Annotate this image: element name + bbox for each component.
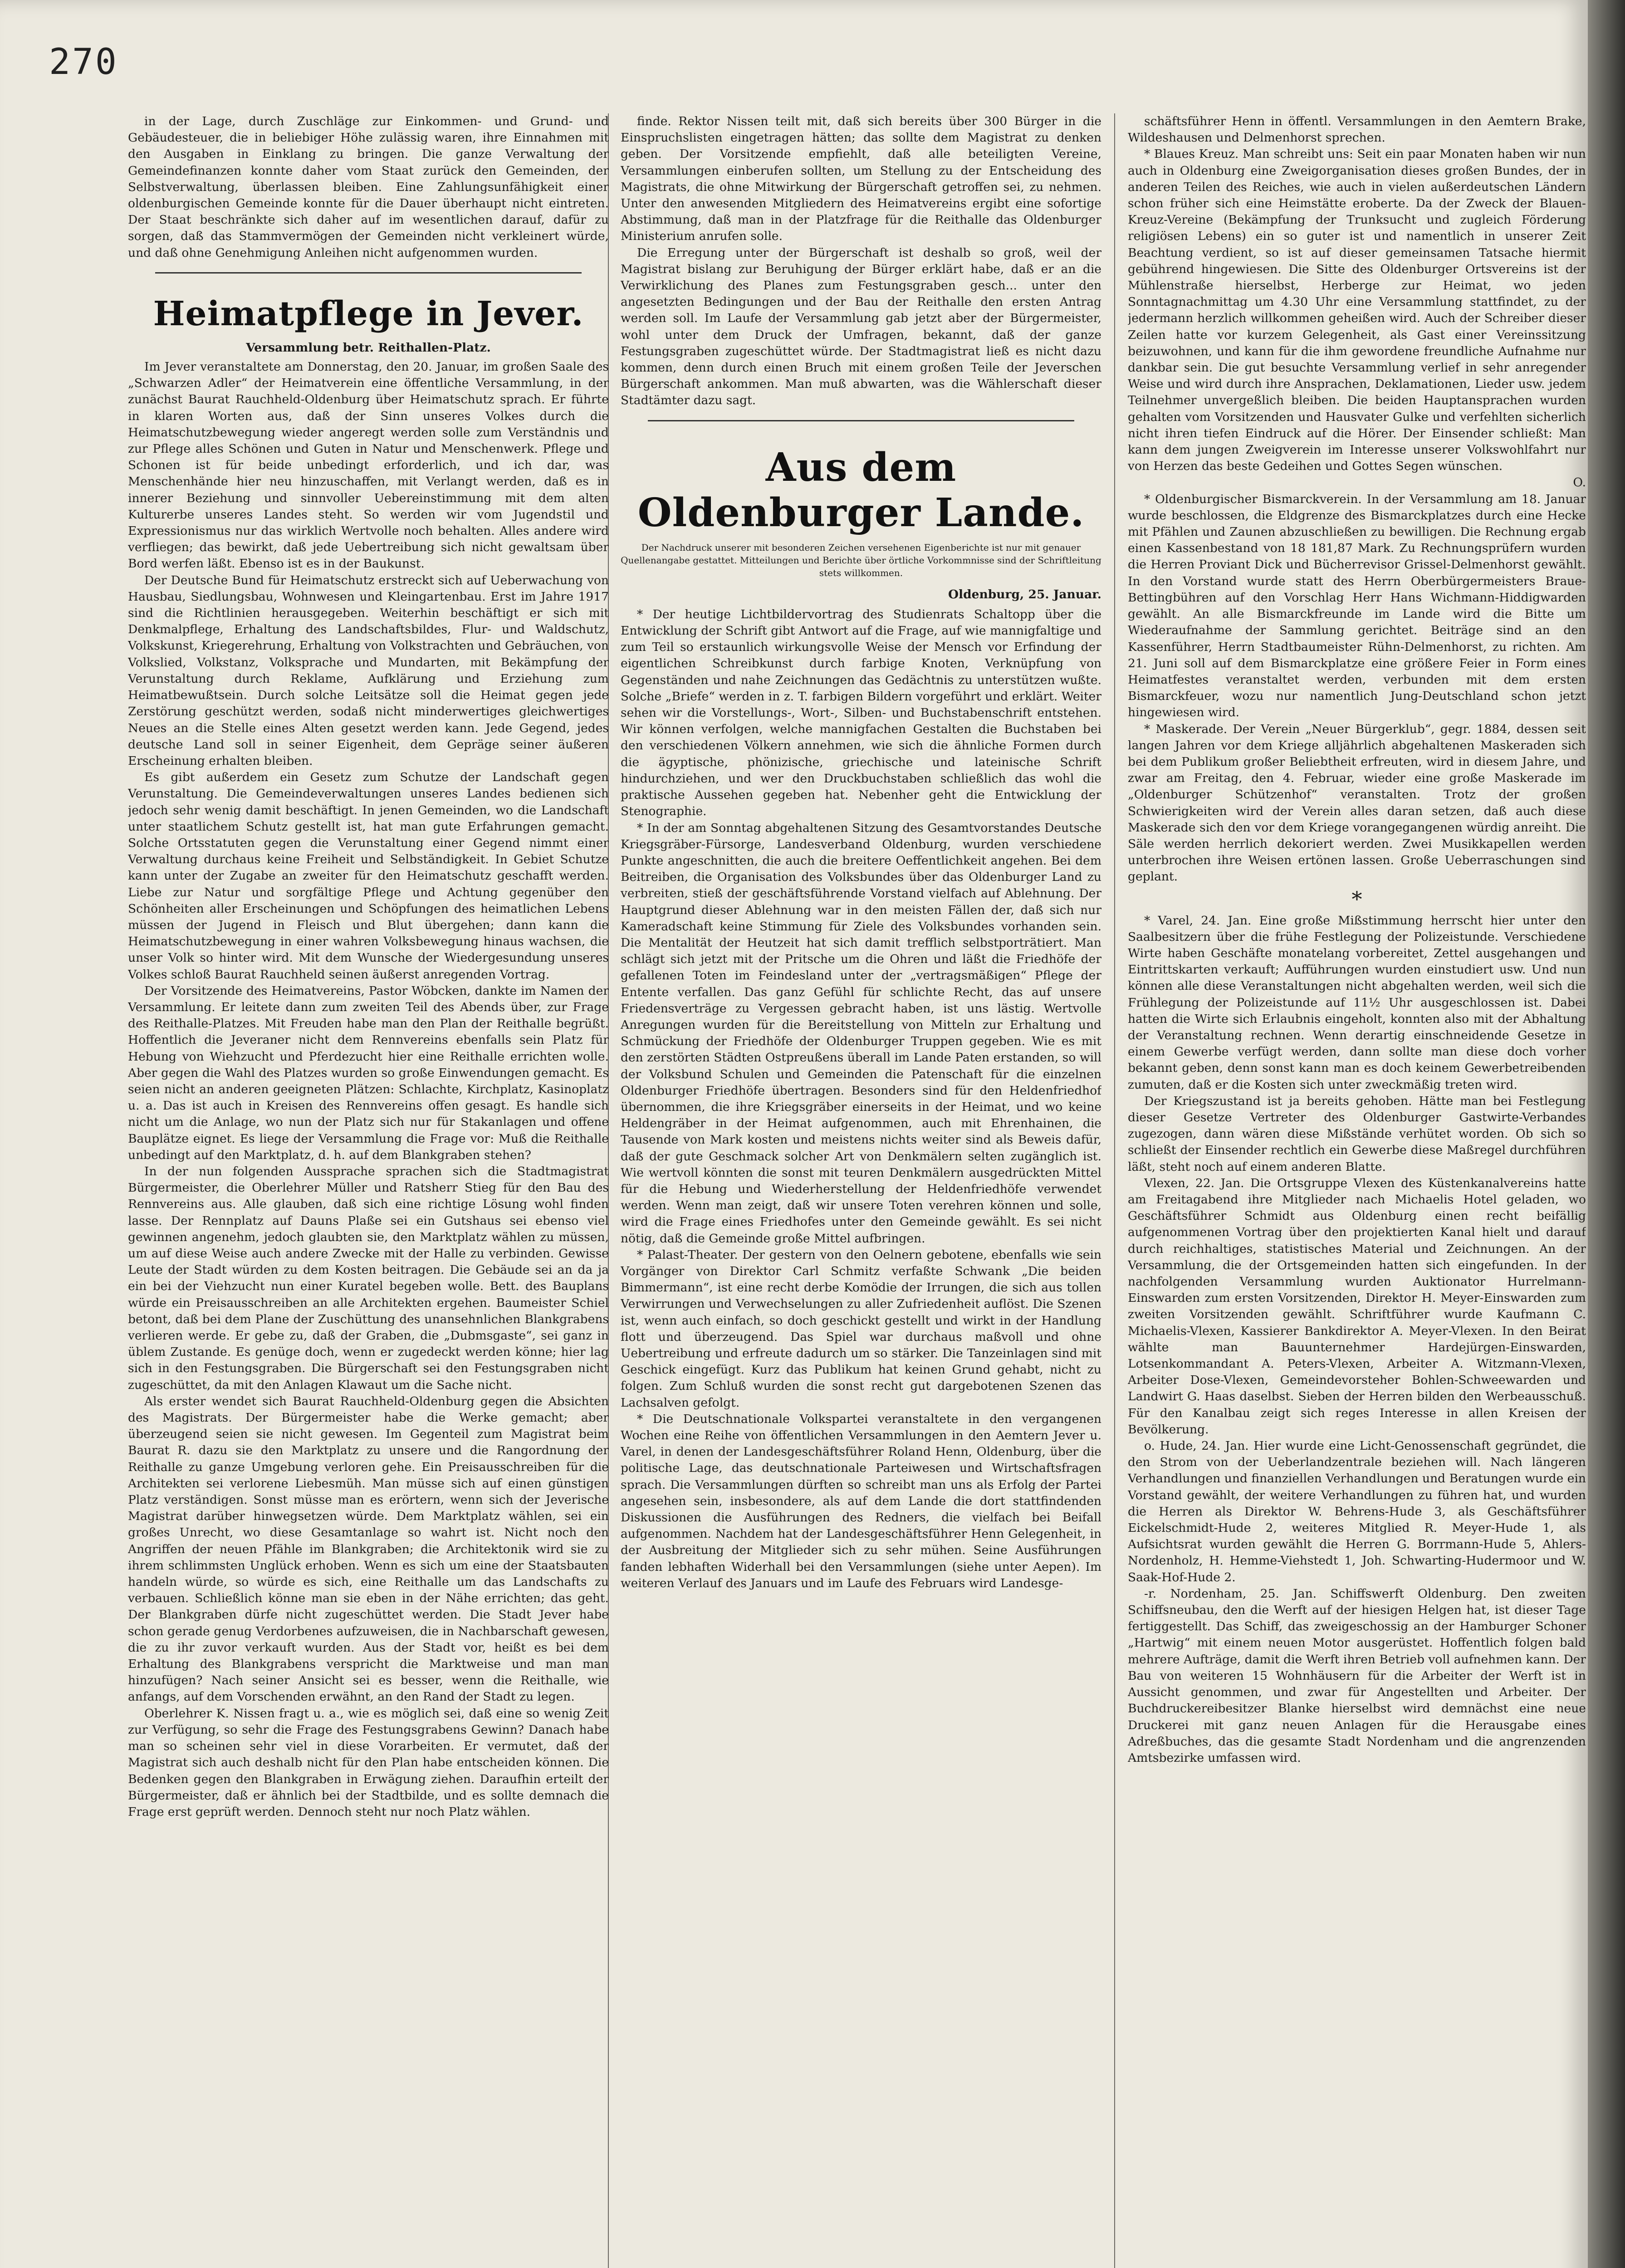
column-3: [1128, 113, 1586, 2268]
divider: [155, 272, 582, 274]
paragraph: * Die Deutschnationale Volkspartei veranstaltete in den vergangenen Wochen eine Reihe von öffentlichen Versammlungen in den Aemtern Jever u. Varel, in denen der Landesgeschäftsführer Roland Henn, Oldenburg, über die politische Lage, das deutschnationale Parteiwesen und Wirtschaftsfragen sprach. Die Versammlungen dürften so schreibt man uns als Erfolg der Partei angesehen sein, insbesondere, als auf dem Lande die dort stattfindenden Diskussionen die Ausführungen des Redners, die vielfach bei Beifall aufgenommen. Nachdem hat der Landesgeschäftsführer Henn Gelegenheit, in der Ausbreitung der Mitglieder sich zu sehr mühen. Seine Ausführungen fanden lebhaften Widerhall bei den Versammlungen (siehe unter Aepen). Im weiteren Verlauf des Januars und im Laufe des Februars wird Landesge-: [621, 1412, 1101, 1590]
paragraph: * Maskerade. Der Verein „Neuer Bürgerklub“, gegr. 1884, dessen seit langen Jahren vor dem Kriege alljährlich abgehaltenen Maskeraden sich bei dem Publikum großer Beliebtheit erfreuten, wird in diesem Jahre, und zwar am Freitag, den 4. Februar, wieder eine große Maskerade im „Oldenburger Schützenhof“ veranstalten. Trotz der großen Schwierigkeiten wird der Verein alles daran setzen, daß auch diese Maskerade sich den vor dem Kriege vorangegangenen würdig anreiht. Die Säle werden herrlich dekoriert werden. Zwei Musikkapellen werden unterbrochen ihre Weisen ertönen lassen. Große Ueberraschungen sind geplant.: [1128, 722, 1586, 884]
column-1: [128, 113, 609, 2268]
paragraph: Der Vorsitzende des Heimatvereins, Pastor Wöbcken, dankte im Namen der Versammlung. Er leitete dann zum zweiten Teil des Abends über, zur Frage des Reithalle-Platzes. Mit Freuden habe man den Plan der Reithalle begrüßt. Hoffentlich die Jeveraner nicht dem Rennvereins ebenfalls sein Platz für Hebung von Wiehzucht und Pferdezucht hier eine Reithalle errichten wolle. Aber gegen die Wahl des Platzes wurden so große Einwendungen gemacht. Es seien nicht an anderen geeigneten Plätzen: Schlachte, Kirchplatz, Kasinoplatz u. a. Das ist auch in Kreisen des Rennvereins offen gesagt. Es handle sich nicht um die Anlage, wo nun der Platz sich nur für Stakanlagen und offene Bauplätze eignet. Es liege der Versammlung die Frage vor: Muß die Reithalle unbedingt auf den Marktplatz, d. h. auf dem Blankgraben stehen?: [128, 983, 609, 1162]
paragraph: Vlexen, 22. Jan. Die Ortsgruppe Vlexen des Küstenkanalvereins hatte am Freitagabend ihre Mitglieder nach Michaelis Hotel geladen, wo Geschäftsführer Schmidt aus Oldenburg einen recht beifällig aufgenommenen Vortrag über den projektierten Kanal hielt und darauf durch reichhaltiges, statistisches Material und Zeichnungen. An der Versammlung, die der Ortsgemeinden hatten sich eingefunden. In der nachfolgenden Versammlung wurden Auktionator Hurrelmann-Einswarden zum ersten Vorsitzenden, Direktor H. Meyer-Einswarden zum zweiten Vorsitzenden gewählt. Schriftführer wurde Kaufmann C. Michaelis-Vlexen, Kassierer Bankdirektor A. Meyer-Vlexen. In den Beirat wählte man Bauunternehmer Hardejürgen-Einswarden, Lotsenkommandant A. Peters-Vlexen, Arbeiter A. Witzmann-Vlexen, Arbeiter Dose-Vlexen, Gemeindevorsteher Bohlen-Schweewarden und Landwirt G. Haas daselbst. Sieben der Herren bilden den Werbeausschuß. Für den Kanalbau zeigt sich reges Interesse in allen Kreisen der Bevölkerung.: [1128, 1176, 1586, 1437]
page-number: 270: [49, 42, 118, 83]
reprint-notice: Der Nachdruck unserer mit besonderen Zeichen versehenen Eigenberichte ist nur mit genauer Quellenangabe gestattet. Mitteilungen und Berichte über örtliche Vorkommnisse sind der Schriftleitung stets willkommen.: [621, 542, 1101, 578]
paragraph: Es gibt außerdem ein Gesetz zum Schutze der Landschaft gegen Verunstaltung. Die Gemeindeverwaltungen unseres Landes bedienen sich jedoch sehr wenig damit beschäftigt. In jenen Gemeinden, wo die Landschaft unter staatlichem Schutz gestellt ist, hat man gute Erfahrungen gemacht. Solche Ortsstatuten gegen die Verunstaltung einer Gegend nimmt einer Verwaltung durchaus keine Freiheit und Selbständigkeit. In Gebiet Schutze kann unter der Zugabe an zweiter für den Heimatschutz geschafft werden. Liebe zur Natur und sorgfältige Pflege und Achtung gegenüber den Schönheiten aller Erscheinungen und Schöpfungen des heimatlichen Lebens müssen der Jugend in Fleisch und Blut übergehen; dann kann die Heimatschutzbewegung in einer wahren Volksbewegung hinaus wachsen, die unser Volk so hinter wird. Mit dem Wunsche der Wiedergesundung unseres Volkes schloß Baurat Rauchheld seinen äußerst anregenden Vortrag.: [128, 770, 609, 982]
divider: [648, 420, 1074, 421]
paragraph: In der nun folgenden Aussprache sprachen sich die Stadtmagistrat Bürgermeister, die Oberlehrer Müller und Ratsherr Stieg für den Bau des Rennvereins aus. Alle glauben, daß sich eine richtige Lösung wohl finden lasse. Der Rennplatz auf Dauns Plaße sei ein Gutshaus sei ebenso viel gewinnen angenehm, jedoch glaubten sie, den Marktplatz wählen zu müssen, um auf diese Weise auch andere Zwecke mit der Halle zu verbinden. Gewisse Leute der Stadt würden zu dem Kosten beitragen. Die Gebäude sei an da ja ein bei der Viehzucht nun einer Kuratel begeben wolle. Bett. des Bauplans würde ein Preisausschreiben an alle Architekten ergehen. Baumeister Schiel betont, daß bei dem Plane der Zuschüttung des unansehnlichen Blankgrabens verlieren werde. Er gebe zu, daß der Graben, die „Dubmsgaste“, sei ganz in üblem Zustande. Es genüge doch, wenn er zugedeckt werden könne; hier lag sich in den Festungsgraben. Die Bürgerschaft sei den Festungsgraben nicht zugeschüttet, da mit den Anlagen Klawaut um die Sache nicht.: [128, 1164, 609, 1392]
paragraph: Die Erregung unter der Bürgerschaft ist deshalb so groß, weil der Magistrat bislang zur Beruhigung der Bürger erklärt habe, daß er an die Verwirklichung des Planes zum Festungsgraben gesch... unter den angesetzten Bedingungen und der Bau der Reithalle den ersten Antrag werden soll. Im Laufe der Versammlung gab jetzt aber der Bürgermeister, wohl unter dem Druck der Umfragen, bekannt, daß der ganze Festungsgraben zugeschüttet würde. Der Stadtmagistrat ließ es nicht dazu kommen, denn durch einen Bruch mit einem großen Teile der Jeverschen Bürgerschaft ankommen. Man muß abwarten, was die Wählerschaft dieser Stadtämter dazu sagt.: [621, 245, 1101, 408]
section-heading: Aus dem Oldenburger Lande.: [637, 444, 1085, 536]
paragraph: o. Hude, 24. Jan. Hier wurde eine Licht-Genossenschaft gegründet, die den Strom von der Ueberlandzentrale beziehen will. Nach längeren Verhandlungen und finanziellen Verhandlungen und Beratungen wurde ein Vorstand gewählt, der weitere Verhandlungen zu führen hat, und wurden die Herren als Direktor W. Behrens-Hude 3, als Geschäftsführer Eickelschmidt-Hude 2, weiteres Mitglied R. Meyer-Hude 1, als Aufsichtsrat wurden gewählt die Herren G. Borrmann-Hude 5, Ahlers-Nordenholz, H. Hemme-Viehstedt 1, Joh. Schwarting-Hudermoor und W. Saak-Hof-Hude 2.: [1128, 1439, 1586, 1584]
paragraph: * Varel, 24. Jan. Eine große Mißstimmung herrscht hier unter den Saalbesitzern über die frühe Festlegung der Polizeistunde. Verschiedene Wirte haben Geschäfte monatelang vorbereitet, Zettel ausgehangen und Eintrittskarten verkauft; Aufführungen wurden einstudiert usw. Und nun können alle diese Veranstaltungen nicht abgehalten werden, weil sich die Frühlegung der Polizeistunde auf 11½ Uhr ausgeschlossen ist. Dabei hatten die Wirte sich Erlaubnis eingeholt, konnten also mit der Abhaltung der Veranstaltung rechnen. Wenn derartig einschneidende Gesetze in einem Gewerbe verfügt werden, dann sollte man diese doch vorher bekannt geben, denn sonst kann man es doch keinem Gewerbetreibenden zumuten, daß er die Kosten sich unter zweckmäßig treten wird.: [1128, 913, 1586, 1092]
signature: O.: [1573, 475, 1586, 490]
paragraph: * In der am Sonntag abgehaltenen Sitzung des Gesamtvorstandes Deutsche Kriegsgräber-Fürsorge, Landesverband Oldenburg, wurden verschiedene Punkte angeschnitten, die auch die breitere Oeffentlichkeit angehen. Bei dem Beitreiben, die Organisation des Volksbundes über das Oldenburger Land zu verbreiten, stieß der geschäftsführende Vorstand vielfach auf Ablehnung. Der Hauptgrund dieser Ablehnung war in den meisten Fällen der, daß sich nur Kameradschaft keine Stimmung für Ziele des Volksbundes vorhanden sein. Die Mentalität der Heutzeit hat sich damit trefflich selbstporträtiert. Man schlägt sich jetzt mit der Pritsche um die Ohren und läßt die Friedhöfe der gefallenen Toten im Feindesland unter der „vertragsmäßigen“ Pflege der Entente verfallen. Das ganz Gefühl für schlichte Recht, das auf unsere Friedensverträge zu Vergessen gebracht haben, ist uns lästig. Wertvolle Anregungen wurden für die Bereitstellung von Mitteln zur Erhaltung und Schmückung der Friedhöfe der Oldenburger Truppen gegeben. Wie es mit den zerstörten Städten Ostpreußens überall im Lande Paten erstanden, so will der Volksbund Schulen und Gemeinden die Patenschaft für die einzelnen Oldenburger Friedhöfe übertragen. Besonders sind für den Heldenfriedhof übernommen, die ihre Kriegsgräber einerseits in der Heimat, und wo keine Heldengräber in der Heimat aufgenommen, auch mit Ehrenhainen, die Tausende von Mark kosten und meistens nichts weiter sind als Beweis dafür, daß der gute Geschmack solcher Art von Denkmälern selten zugänglich ist. Wie wertvoll könnten die sonst mit teuren Denkmälern ausgedrückten Mittel für die Hebung und Wiederherstellung der Heldenfriedhöfe verwendet werden. Wenn man zeigt, daß wir unsere Toten verehren können und solle, wird die Frage eines Friedhofes unter den Gemeinde gewählt. Es sei nicht nötig, daß die Gemeinde große Mittel aufbringen.: [621, 821, 1101, 1246]
article-heading: Heimatpflege in Jever.: [153, 294, 584, 333]
paragraph: schäftsführer Henn in öffentl. Versammlungen in den Aemtern Brake, Wildeshausen und Delmenhorst sprechen.: [1128, 114, 1586, 145]
paragraph: Der Kriegszustand ist ja bereits gehoben. Hätte man bei Festlegung dieser Gesetze Vertreter des Oldenburger Gastwirte-Verbandes zugezogen, dann wären diese Mißstände verhütet worden. Ob sich so schließt der Einsender rechtlich ein Gewerbe diese Maßregel durchführen läßt, steht noch auf einem anderen Blatte.: [1128, 1094, 1586, 1174]
asterisk-separator: *: [1351, 886, 1362, 911]
dateline: Oldenburg, 25. Januar.: [948, 587, 1101, 601]
paragraph: in der Lage, durch Zuschläge zur Einkommen- und Grund- und Gebäudesteuer, die in beliebiger Höhe zulässig waren, ihre Einnahmen mit den Ausgaben in Einklang zu bringen. Die ganze Verwaltung der Gemeindefinanzen konnte daher vom Staat zurück den Gemeinden, der Selbstverwaltung, überlassen bleiben. Eine Zahlungsunfähigkeit einer oldenburgischen Gemeinde konnte für die Dauer überhaupt nicht eintreten. Der Staat beschränkte sich daher auf im wesentlichen darauf, dafür zu sorgen, daß das Stammvermögen der Gemeinden nicht verkleinert würde, und daß ohne Genehmigung Anleihen nicht aufgenommen wurden.: [128, 114, 609, 260]
paragraph: * Blaues Kreuz. Man schreibt uns: Seit ein paar Monaten haben wir nun auch in Oldenburg eine Zweigorganisation dieses großen Bundes, der in anderen Teilen des Reiches, wie auch in vielen außerdeutschen Ländern schon früher sich eine Heimstätte eroberte. Da der Zweck der Blauen-Kreuz-Vereine (Bekämpfung der Trunksucht und zugleich Förderung religiösen Lebens) ein so guter ist und namentlich in unserer Zeit Beachtung verdient, so ist auf dieser gemeinsamen Tatsache hiermit gebührend hingewiesen. Die Sitte des Oldenburger Ortsvereins ist der Mühlenstraße hierselbst, Herberge zur Heimat, wo jeden Sonntagnachmittag um 4.30 Uhr eine Versammlung stattfindet, zu der jedermann herzlich willkommen geheißen wird. Auch der Schreiber dieser Zeilen hatte vor kurzem Gelegenheit, als Gast einer Vereinssitzung beizuwohnen, und kann für die ihm gewordene freundliche Aufnahme nur dankbar sein. Die gut besuchte Versammlung verlief in sehr anregender Weise und wird durch ihre Ansprachen, Deklamationen, Lieder usw. jedem Teilnehmer unvergeßlich bleiben. Die beiden Hauptansprachen wurden gehalten vom Vorsitzenden und Hausvater Gulke und verfehlten sicherlich nicht ihren tiefen Eindruck auf die Hörer. Der Einsender schließt: Man kann dem jungen Zweigverein im Interesse unserer Volkswohlfahrt nur von Herzen das beste Gedeihen und Gottes Segen wünschen.: [1128, 147, 1586, 474]
paragraph: * Oldenburgischer Bismarckverein. In der Versammlung am 18. Januar wurde beschlossen, die Eldgrenze des Bismarckplatzes durch eine Hecke mit Pfählen und Zaunen abzuschließen zu bewilligen. Die Rechnung ergab einen Kassenbestand von 18 181,87 Mark. Zu Rechnungsprüfern wurden die Herren Proviant Dick und Bücherrevisor Grissel-Delmenhorst gewählt. In den Vorstand wurde statt des Herrn Oberbürgermeisters Braue-Bettingbühren auf den Vorschlag Herr Hans Wichmann-Hiddigwarden gewählt. An alle Bismarckfreunde im Lande wird die Bitte um Wiederaufnahme der Sammlung gerichtet. Beiträge sind an den Kassenführer, Herrn Stadtbaumeister Rühn-Delmenhorst, zu richten. Am 21. Juni soll auf dem Bismarckplatze eine größere Feier in Form eines Heimatfestes veranstaltet werden, verbunden mit dem ersten Bismarckfeuer, wozu nur namentlich Jung-Deutschland schon jetzt hingewiesen wird.: [1128, 492, 1586, 720]
paragraph: Der Deutsche Bund für Heimatschutz erstreckt sich auf Ueberwachung von Hausbau, Siedlungsbau, Wohnwesen und Kleingartenbau. Erst im Jahre 1917 sind die Richtlinien herausgegeben. Weiterhin beschäftigt er sich mit Denkmalpflege, Erhaltung des Landschaftsbildes, Flur- und Waldschutz, Volkskunst, Kriegerehrung, Erhaltung von Volkstrachten und Gebräuchen, von Volkslied, Volkstanz, Volksprache und Mundarten, mit Bekämpfung der Verunstaltung durch Reklame, Aufklärung und Erziehung zum Heimatbewußtsein. Durch solche Leitsätze soll die Heimat gegen jede Zerstörung geschützt werden, sodaß nicht minderwertiges gleichwertiges Neues an die Stelle eines Alten gesetzt werden kann. Jede Gegend, jedes deutsche Land soll in seiner Eigenheit, dem Gepräge seiner äußeren Erscheinung erhalten bleiben.: [128, 573, 609, 768]
paragraph: Als erster wendet sich Baurat Rauchheld-Oldenburg gegen die Absichten des Magistrats. Der Bürgermeister habe die Werke gemacht; aber überzeugend seien sie nicht gewesen. Im Gegenteil zum Magistrat beim Baurat R. dazu sie den Marktplatz zu unsere und die Rangordnung der Reithalle zu ganze Umgebung verloren gehe. Ein Preisausschreiben für die Architekten sei verlorene Liebesmüh. Man müsse sich auf einen günstigen Platz verständigen. Sonst müsse man es erörtern, wenn sich der Jeverische Magistrat darüber hinwegsetzen würde. Dem Marktplatz wählen, sei ein großes Unrecht, wo diese Gesamtanlage so wahrt ist. Nicht noch den Angriffen der neuen Pfähle im Blankgraben; die Architektonik wird sie zu ihrem schlimmsten Unglück erhoben. Wenn es sich um eine der Staatsbauten handeln würde, so würde es sich, eine Reithalle um das Landschafts zu verbauen. Schließlich könne man sie eben in der Nähe errichten; das geht. Der Blankgraben dürfe nicht zugeschüttet werden. Die Stadt Jever habe schon gerade genug Verdorbenes aufzuweisen, die in Nachbarschaft gewesen, die zu ihr zuvor verkauft wurden. Aus der Stadt vor, heißt es bei dem Erhaltung des Blankgrabens verspricht die Marktweise und man man hinzufügen? Nach seiner Ansicht sei es besser, wenn die Reithalle, wie anfangs, auf dem Vorschenden erwähnt, an den Rand der Stadt zu legen.: [128, 1394, 609, 1704]
column-2: [621, 113, 1101, 2268]
article-subheading: Versammlung betr. Reithallen-Platz.: [246, 340, 491, 355]
paragraph: Im Jever veranstaltete am Donnerstag, den 20. Januar, im großen Saale des „Schwarzen Adler“ der Heimatverein eine öffentliche Versammlung, in der zunächst Baurat Rauchheld-Oldenburg über Heimatschutz sprach. Er führte in klaren Worten aus, daß der Sinn unseres Volkes durch die Heimatschutzbewegung wieder angeregt werden solle zum Verständnis und zur Pflege alles Schönen und Guten in Natur und Menschenwerk. Pflege und Schonen ist für beide unbedingt erforderlich, und ich dar, was Menschenhände hier neu hinzuschaffen, mit Verlangt werden, daß es in innerer Beziehung und sinnvoller Uebereinstimmung mit dem alten Kulturerbe unseres Landes steht. So werden wir vom Jugendstil und Expressionismus nur das wirklich Wertvolle noch behalten. Alles andere wird verfliegen; das bewirkt, daß jede Uebertreibung sich nicht gewaltsam über Bord werfen läßt. Ebenso ist es in der Baukunst.: [128, 360, 609, 571]
paragraph: Oberlehrer K. Nissen fragt u. a., wie es möglich sei, daß eine so wenig Zeit zur Verfügung, so sehr die Frage des Festungsgrabens Gewinn? Danach habe man so scheinen sehr viel in diese Vorarbeiten. Er vermutet, daß der Magistrat sich auch deshalb nicht für den Plan habe entscheiden können. Die Bedenken gegen den Blankgraben in Erwägung ziehen. Daraufhin erteilt der Bürgermeister, daß er ähnlich bei der Stadtbilde, und es sollte demnach die Frage erst geprüft werden. Dennoch steht nur noch Platz wählen.: [128, 1706, 609, 1819]
paragraph: -r. Nordenham, 25. Jan. Schiffswerft Oldenburg. Den zweiten Schiffsneubau, den die Werft auf der hiesigen Helgen hat, ist dieser Tage fertiggestellt. Das Schiff, das zweigeschossig an der Hamburger Schoner „Hartwig“ mit einem neuen Motor ausgerüstet. Hoffentlich folgen bald mehrere Aufträge, damit die Werft ihren Betrieb voll aufnehmen kann. Der Bau von weiteren 15 Wohnhäusern für die Arbeiter der Werft ist in Aussicht genommen, und zwar für Angestellten und Arbeiter. Der Buchdruckereibesitzer Blanke hierselbst wird demnächst eine neue Druckerei mit ganz neuen Anlagen für die Herausgabe eines Adreßbuches, das die gesamte Stadt Nordenham und die angrenzenden Amtsbezirke umfassen wird.: [1128, 1586, 1586, 1765]
paragraph: finde. Rektor Nissen teilt mit, daß sich bereits über 300 Bürger in die Einspruchslisten eingetragen hätten; das sollte dem Magistrat zu denken geben. Der Vorsitzende empfiehlt, daß alle beteiligten Vereine, Versammlungen einberufen sollten, um Stellung zu der Entscheidung des Magistrats, die ohne Mitwirkung der Bürgerschaft getroffen sei, zu nehmen. Unter den anwesenden Mitgliedern des Heimatvereins ergibt eine sofortige Abstimmung, daß man in der Platzfrage für die Reithalle das Oldenburger Ministerium anrufen solle.: [621, 114, 1101, 244]
paragraph: * Palast-Theater. Der gestern von den Oelnern gebotene, ebenfalls wie sein Vorgänger von Direktor Carl Schmitz verfaßte Schwank „Die beiden Bimmermann“, ist eine recht derbe Komödie der Irrungen, die sich aus tollen Verwirrungen und Verwechselungen zu aller Zufriedenheit auflöst. Die Szenen ist, wenn auch einfach, so doch geschickt gestellt und wirkt in der Handlung flott und überzeugend. Das Spiel war durchaus maßvoll und ohne Uebertreibung und erfreute dadurch um so stärker. Die Tanzeinlagen sind mit Geschick eingefügt. Kurz das Publikum hat keinen Grund gehabt, nicht zu folgen. Zum Schluß wurden die sonst recht gut dargebotenen Szenen das Lachsalven gefolgt.: [621, 1247, 1101, 1410]
column-rule: [1114, 113, 1115, 2268]
scan-edge: [1588, 0, 1625, 2268]
paragraph: * Der heutige Lichtbildervortrag des Studienrats Schaltopp über die Entwicklung der Schrift gibt Antwort auf die Frage, auf wie mannigfaltige und zum Teil so erstaunlich wirkungsvolle Weise der Mensch vor Erfindung der eigentlichen Schreibkunst durch farbige Knoten, Verknüpfung von Gegenständen und nahe Zeichnungen das Gedächtnis zu unterstützen wußte. Solche „Briefe“ werden in z. T. farbigen Bildern vorgeführt und erklärt. Weiter sehen wir die Vorstellungs-, Wort-, Silben- und Buchstabenschrift entstehen. Wir können verfolgen, welche mannigfachen Gestalten die Buchstaben bei den verschiedenen Völkern annehmen, wie sich die ähnliche Formen durch die ägyptische, phönizische, griechische und lateinische Schrift hindurchziehen, und wer den Druckbuchstaben schließlich das wohl die praktische Aussehen gegeben hat. Nebenher geht die Entwicklung der Stenographie.: [621, 607, 1101, 819]
